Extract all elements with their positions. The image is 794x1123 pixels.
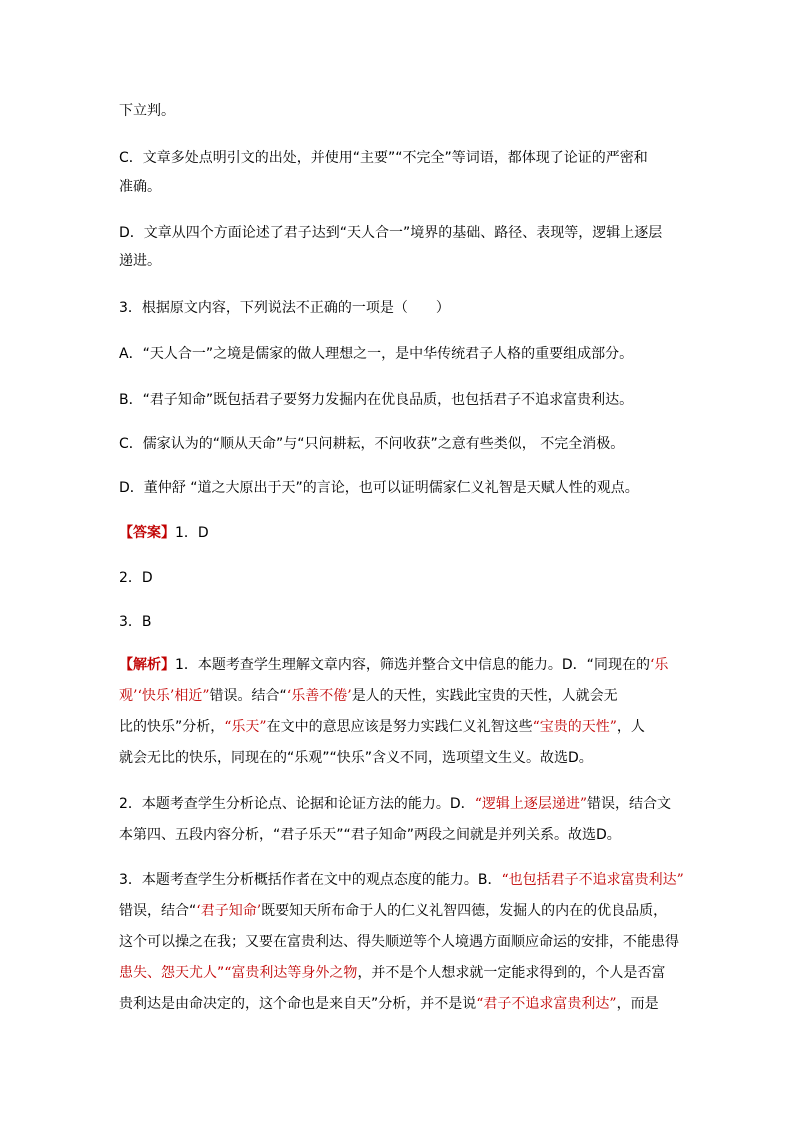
answer-label: 【答案】 — [119, 525, 175, 541]
question-3-option-c: C．儒家认为的“顺从天命”与“只问耕耘，不问收获”之意有些类似， 不完全消极。 — [119, 436, 625, 452]
analysis-text: ，人 — [616, 719, 645, 735]
analysis-text: 错误，结合“ — [119, 903, 197, 919]
highlight-text: ‘君子知命’ — [196, 903, 262, 919]
analysis-label: 【解析】 — [119, 657, 175, 673]
question-3-option-d: D．董仲舒 “道之大原出于天”的言论，也可以证明儒家仁义礼智是天赋人性的观点。 — [119, 480, 639, 496]
analysis-p1-line1 — [119, 657, 679, 673]
highlight-text: “富贵利达等身外之物 — [224, 965, 358, 981]
analysis-p1-line4: 就会无比的快乐，同现在的“乐观”“快乐”含义不同，选项望文生义。故选D。 — [119, 750, 593, 766]
analysis-text: 比的快乐”分析， — [119, 719, 225, 735]
option-d-line-cont: 递进。 — [119, 253, 161, 269]
analysis-text: 既要知天所布命于人的仁义礼智四德，发掘人的内在的优良品质， — [261, 903, 668, 919]
option-c-line-cont: 准确。 — [119, 179, 161, 195]
text-line: 下立判。 — [119, 103, 175, 119]
answer-3: 3．B — [119, 614, 152, 630]
analysis-p3-line3: 这个可以操之在我；又要在富贵利达、得失顺逆等个人境遇方面顺应命运的安排，不能患得 — [119, 934, 679, 950]
highlight-text: 患失、怨天尤人” — [119, 965, 225, 981]
highlight-text: ‘乐 — [649, 657, 669, 673]
analysis-p1-line2 — [119, 688, 679, 704]
answer-line — [119, 525, 679, 541]
highlight-text: “也包括君子不追求富贵利达” — [501, 872, 684, 888]
highlight-text: ‘乐善不倦’ — [286, 688, 352, 704]
analysis-text: 是人的天性，实践此宝贵的天性，人就会无 — [351, 688, 618, 704]
answer-1: 1．D — [175, 525, 209, 541]
analysis-text: 错误，结合文 — [587, 796, 672, 812]
analysis-p2-line2: 本第四、五段内容分析，“君子乐天”“君子知命”两段之间就是并列关系。故选D。 — [119, 827, 621, 843]
highlight-text: “宝贵的天性” — [532, 719, 617, 735]
analysis-text: 错误。结合“ — [209, 688, 287, 704]
analysis-text: 2．本题考查学生分析论点、论据和论证方法的能力。D． — [119, 796, 475, 812]
analysis-p3-line5 — [119, 996, 679, 1012]
analysis-text: ，并不是个人想求就一定能求得到的，个人是否富 — [357, 965, 666, 981]
analysis-p3-line2 — [119, 903, 679, 919]
highlight-text: “君子不追求富贵利达” — [476, 996, 617, 1012]
analysis-text: 在文中的意思应该是努力实践仁义礼智这些 — [266, 719, 533, 735]
highlight-text: “乐天” — [224, 719, 267, 735]
analysis-p1-line3 — [119, 719, 679, 735]
analysis-p3-line4 — [119, 965, 679, 981]
highlight-text: 观’‘快乐’相近” — [119, 688, 210, 704]
option-d-line: D．文章从四个方面论述了君子达到“天人合一”境界的基础、路径、表现等，逻辑上逐层 — [119, 225, 663, 241]
option-c-line: C．文章多处点明引文的出处，并使用“主要”“不完全”等词语，都体现了论证的严密和 — [119, 150, 648, 166]
analysis-text: ，而是 — [616, 996, 659, 1012]
analysis-text: 贵利达是由命决定的，这个命也是来自天”分析，并不是说 — [119, 996, 477, 1012]
analysis-p2-line1 — [119, 796, 679, 812]
analysis-text: 3．本题考查学生分析概括作者在文中的观点态度的能力。B． — [119, 872, 502, 888]
question-3-option-a: A．“天人合一”之境是儒家的做人理想之一，是中华传统君子人格的重要组成部分。 — [119, 346, 634, 362]
question-3-option-b: B．“君子知命”既包括君子要努力发掘内在优良品质，也包括君子不追求富贵利达。 — [119, 392, 634, 408]
question-3-stem: 3．根据原文内容，下列说法不正确的一项是（ ） — [119, 300, 450, 316]
highlight-text: “逻辑上逐层递进” — [474, 796, 588, 812]
answer-2: 2．D — [119, 570, 153, 586]
analysis-p3-line1 — [119, 872, 684, 888]
analysis-text: 1．本题考查学生理解文章内容，筛选并整合文中信息的能力。D．“同现在的 — [175, 657, 650, 673]
